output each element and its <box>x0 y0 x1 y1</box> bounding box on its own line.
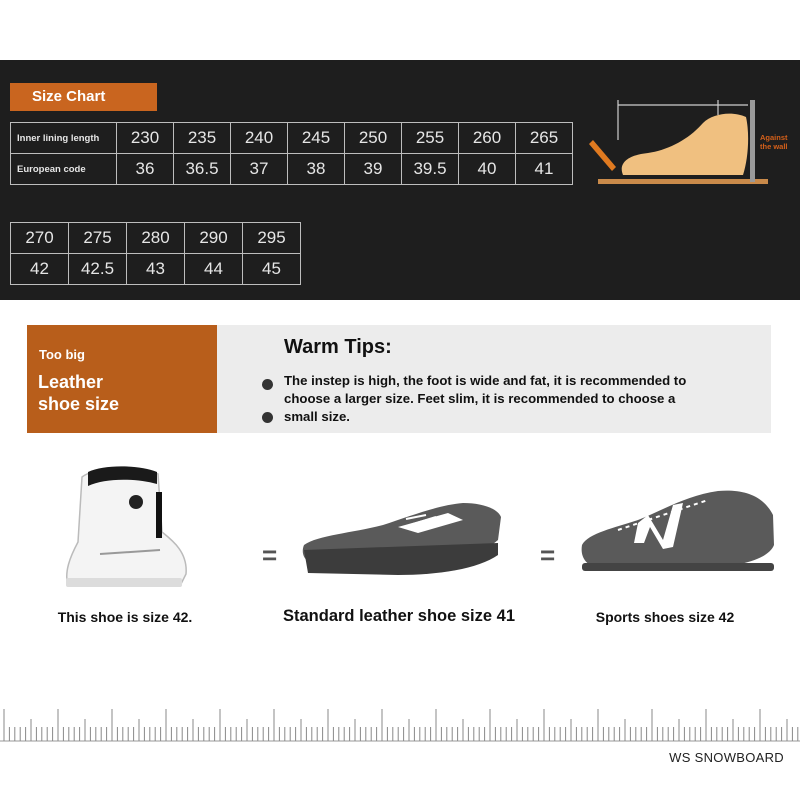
table-cell: 245 <box>288 123 345 154</box>
too-big-label: Too big <box>39 347 85 362</box>
warm-tips-text: The instep is high, the foot is wide and fat, it is recommended to choose a larger size. Feet slim, it is recommended to choose a small size. <box>284 373 687 424</box>
leather-size-box <box>27 325 217 433</box>
ruler-graphic <box>0 703 800 748</box>
size-table-2 <box>10 222 301 285</box>
table-cell: 270 <box>11 223 69 254</box>
table-cell: 260 <box>459 123 516 154</box>
table-cell: 230 <box>117 123 174 154</box>
bullet-icon <box>262 412 273 423</box>
table-cell: 45 <box>243 254 301 285</box>
leather-shoe-image <box>298 495 506 580</box>
sports-shoe-caption: Sports shoes size 42 <box>595 609 735 625</box>
table-cell: 240 <box>231 123 288 154</box>
foot-measurement-diagram <box>588 95 798 195</box>
table-row <box>11 254 301 285</box>
table-row <box>11 223 301 254</box>
warm-tips-title: Warm Tips: <box>284 336 392 358</box>
size-table-1 <box>10 122 573 185</box>
leather-shoe-caption: Standard leather shoe size 41 <box>282 607 515 625</box>
table-cell: 44 <box>185 254 243 285</box>
table-cell: 42 <box>11 254 69 285</box>
table-cell: 250 <box>345 123 402 154</box>
table-cell: 275 <box>69 223 127 254</box>
wall <box>750 100 755 182</box>
table-cell: 295 <box>243 223 301 254</box>
table-cell: 36.5 <box>174 154 231 185</box>
row-label-inner-length: Inner lining length <box>11 123 117 154</box>
equals-sign: = <box>262 540 278 570</box>
floor-line <box>598 179 768 184</box>
table-cell: 235 <box>174 123 231 154</box>
table-cell: 40 <box>459 154 516 185</box>
table-row <box>11 123 573 154</box>
table-cell: 39.5 <box>402 154 459 185</box>
size-chart-title: Size Chart <box>10 83 157 111</box>
table-cell: 280 <box>127 223 185 254</box>
table-cell: 43 <box>127 254 185 285</box>
table-cell: 36 <box>117 154 174 185</box>
table-cell: 42.5 <box>69 254 127 285</box>
foot-icon <box>622 114 748 175</box>
leather-shoe-size-label: Leather shoe size <box>38 372 120 414</box>
bullet-icon <box>262 379 273 390</box>
table-cell: 38 <box>288 154 345 185</box>
pencil-icon <box>589 140 616 171</box>
table-row <box>11 154 573 185</box>
table-cell: 41 <box>516 154 573 185</box>
table-cell: 290 <box>185 223 243 254</box>
against-wall-label: Against the wall <box>760 133 788 151</box>
table-cell: 265 <box>516 123 573 154</box>
equals-sign: = <box>540 540 556 570</box>
snowboard-boot-image <box>60 462 192 592</box>
sports-shoe-image <box>578 485 778 580</box>
brand-label: WS SNOWBOARD <box>669 750 784 765</box>
table-cell: 39 <box>345 154 402 185</box>
row-label-european-code: European code <box>11 154 117 185</box>
boot-caption: This shoe is size 42. <box>57 609 193 625</box>
table-cell: 37 <box>231 154 288 185</box>
table-cell: 255 <box>402 123 459 154</box>
